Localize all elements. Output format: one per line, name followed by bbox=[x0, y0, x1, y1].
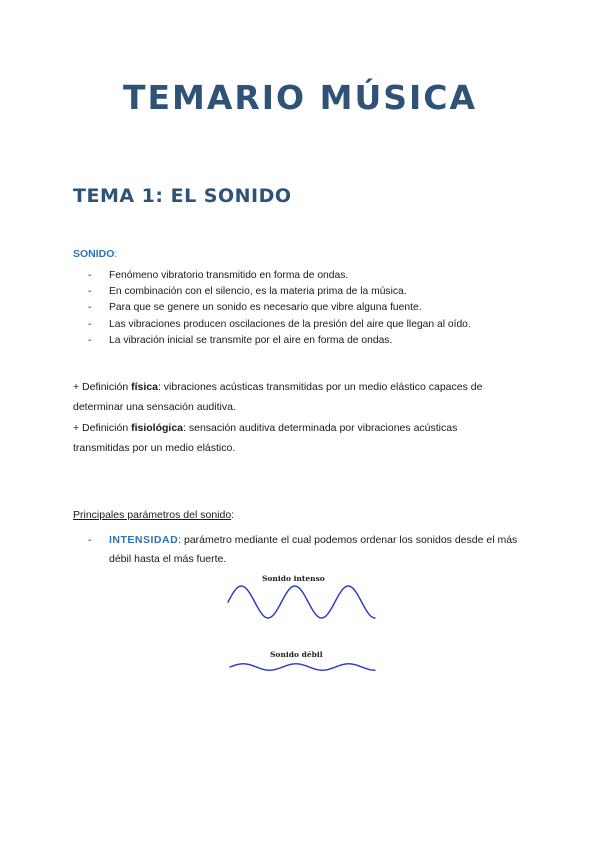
definition-fisiologica bbox=[73, 419, 513, 458]
sonido-bullet-list bbox=[88, 268, 471, 349]
weak-wave-line bbox=[230, 664, 375, 670]
parameters-heading-colon: : bbox=[231, 509, 235, 521]
intense-sound-label: Sonido intenso bbox=[262, 574, 325, 583]
intense-wave-line bbox=[228, 586, 375, 618]
definition-fisica bbox=[73, 378, 513, 417]
section-heading: TEMA 1: EL SONIDO bbox=[73, 185, 292, 207]
sonido-label-colon: : bbox=[114, 248, 118, 260]
sonido-label-text: SONIDO bbox=[73, 248, 115, 260]
definition-text: : sensación auditiva determinada por vibraciones acústicas transmitidas por un medio elástico. bbox=[73, 422, 458, 454]
list-item: - Para que se genere un sonido es necesario que vibre alguna fuente. bbox=[88, 300, 471, 316]
list-item: - Fenómeno vibratorio transmitido en forma de ondas. bbox=[88, 268, 471, 284]
definition-prefix: + Definición bbox=[73, 422, 132, 434]
parameters-list bbox=[88, 531, 518, 569]
parameter-text: : parámetro mediante el cual podemos ordenar los sonidos desde el más débil hasta el más fuerte. bbox=[109, 534, 518, 565]
list-item: - Las vibraciones producen oscilaciones de la presión del aire que llegan al oído. bbox=[88, 317, 471, 333]
list-item: - La vibración inicial se transmite por el aire en forma de ondas. bbox=[88, 333, 471, 349]
parameter-keyword: INTENSIDAD bbox=[109, 534, 179, 546]
page-title: TEMARIO MÚSICA bbox=[122, 78, 478, 117]
list-item: - En combinación con el silencio, es la materia prima de la música. bbox=[88, 284, 471, 300]
weak-sound-label: Sonido débil bbox=[270, 650, 323, 659]
parameters-heading-text: Principales parámetros del sonido bbox=[73, 509, 232, 521]
definition-prefix: + Definición bbox=[73, 381, 132, 393]
sonido-label bbox=[73, 248, 117, 260]
list-item bbox=[88, 531, 518, 569]
definition-term: física bbox=[131, 381, 158, 393]
definition-text: : vibraciones acústicas transmitidas por un medio elástico capaces de determinar una sensación auditiva. bbox=[73, 381, 483, 413]
wave-diagram bbox=[220, 570, 390, 680]
parameters-heading bbox=[73, 509, 234, 521]
definition-term: fisiológica bbox=[131, 422, 184, 434]
sound-wave-figure bbox=[220, 570, 390, 680]
